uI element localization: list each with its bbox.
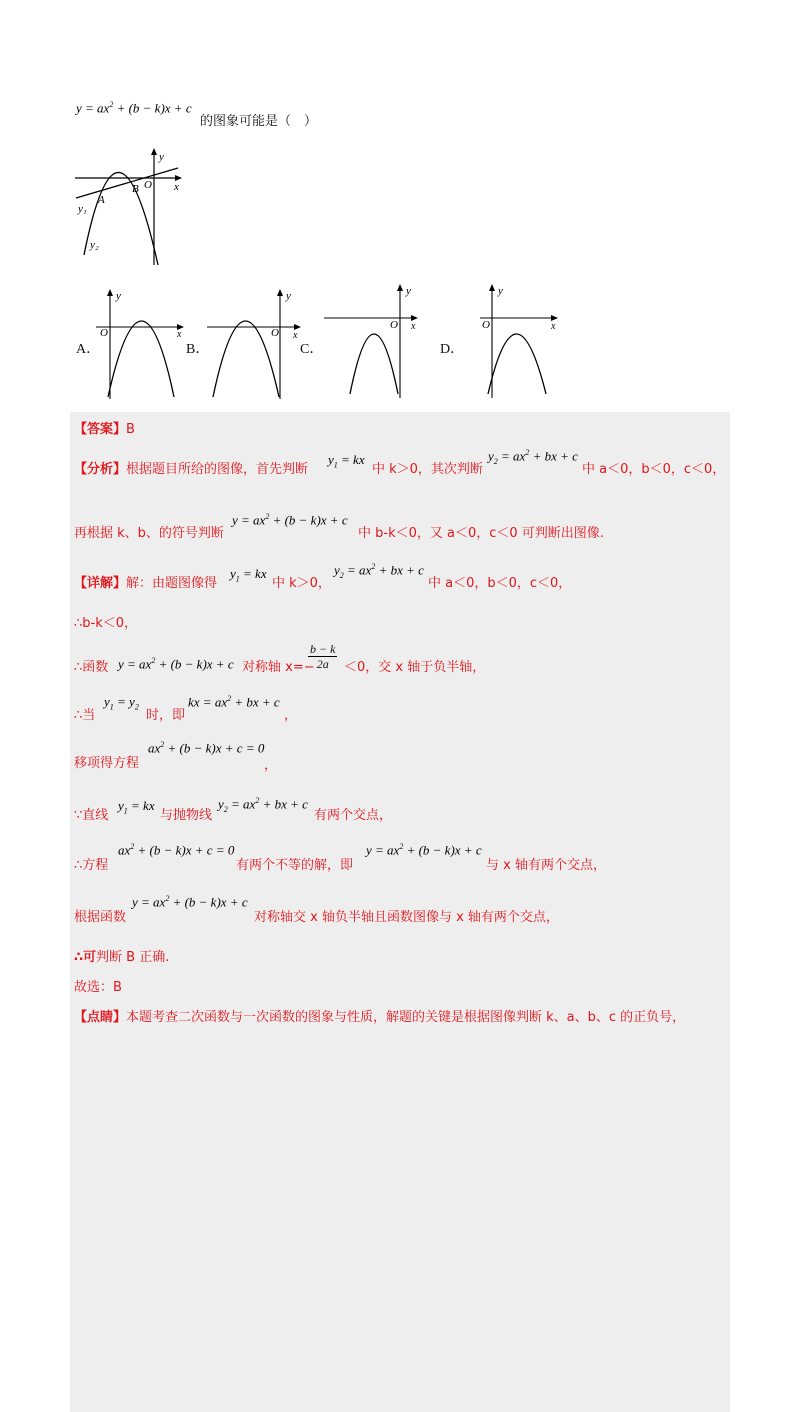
detail-fraction bbox=[308, 642, 337, 671]
fraction-denominator: 2a bbox=[316, 657, 329, 671]
detail-line-10: 故选：B bbox=[74, 980, 122, 995]
fraction-numerator: b − k bbox=[310, 642, 336, 656]
detail-text-6c: 有两个交点， bbox=[314, 808, 393, 823]
svg-text:O: O bbox=[482, 319, 490, 331]
svg-text:x: x bbox=[551, 321, 556, 332]
answer-tag: 【答案】 bbox=[74, 422, 127, 437]
analysis-formula-3: $y = ax^2 + (b - k)x + c$ bbox=[232, 512, 348, 528]
line-y1 bbox=[76, 168, 178, 198]
x-axis-label: x bbox=[174, 181, 179, 193]
detail-text-9b: 判断 B 正确. bbox=[96, 950, 170, 965]
answer-value: B bbox=[126, 422, 135, 437]
analysis-text-3: 中 a＜0，b＜0，c＜0， bbox=[582, 462, 726, 477]
option-a-graph[interactable] bbox=[94, 285, 190, 401]
detail-formula-5: $ax^2 + (b - k)x + c = 0$ bbox=[148, 740, 265, 756]
svg-text:O: O bbox=[100, 327, 108, 339]
detail-line-2: ∴b-k＜0， bbox=[74, 616, 138, 631]
detail-formula-3: $y = ax^2 + (b - k)x + c$ bbox=[118, 656, 234, 672]
analysis-formula-2: $y_2 = ax^2$ + bx + c bbox=[488, 448, 578, 466]
detail-text-1c: 中 a＜0，b＜0，c＜0， bbox=[428, 576, 572, 591]
option-d-graph[interactable] bbox=[478, 280, 562, 400]
detail-text-7b: 有两个不等的解，即 bbox=[236, 858, 354, 873]
comment-tag: 【点睛】 bbox=[74, 1010, 127, 1025]
detail-text-4a: ∴当 bbox=[74, 708, 96, 723]
analysis-text-1: 根据题目所给的图像，首先判断 bbox=[126, 462, 309, 477]
svg-text:y: y bbox=[286, 290, 291, 302]
detail-text-6a: ∵直线 bbox=[74, 808, 109, 823]
answer-line bbox=[74, 418, 135, 437]
analysis-formula-1: $y_1$ = kx bbox=[328, 452, 365, 470]
detail-formula-6b: $y_2 = ax^2$ + bx + c bbox=[218, 796, 308, 814]
analysis-text-5: 中 b-k＜0，又 a＜0，c＜0 可判断出图像. bbox=[358, 526, 604, 541]
option-b-label[interactable]: B． bbox=[186, 342, 210, 357]
svg-text:y: y bbox=[116, 290, 121, 302]
option-c-label[interactable]: C． bbox=[300, 342, 324, 357]
option-b-graph[interactable] bbox=[205, 285, 305, 401]
detail-line-9 bbox=[74, 946, 169, 965]
option-c-graph[interactable] bbox=[322, 280, 428, 400]
detail-text-7c: 与 x 轴有两个交点， bbox=[486, 858, 606, 873]
option-a-label[interactable]: A． bbox=[76, 342, 101, 357]
detail-formula-7b: $y = ax^2 + (b - k)x + c$ bbox=[366, 842, 482, 858]
detail-text-5a: 移项得方程 bbox=[74, 756, 140, 771]
y2-label: y₂ bbox=[90, 239, 99, 251]
detail-line-1 bbox=[74, 572, 217, 591]
detail-text-8b: 对称轴交 x 轴负半轴且函数图像与 x 轴有两个交点， bbox=[254, 910, 559, 925]
question-formula: $y = ax^2 + (b - k)x + c$ bbox=[76, 100, 192, 116]
detail-text-3a: ∴函数 bbox=[74, 660, 109, 675]
comment-line bbox=[74, 1006, 685, 1025]
analysis-text-4: 再根据 k、b、的符号判断 bbox=[74, 526, 224, 541]
y-axis-label: y bbox=[159, 151, 164, 163]
option-d-label[interactable]: D． bbox=[440, 342, 465, 357]
analysis-tag: 【分析】 bbox=[74, 462, 127, 477]
analysis-line-1 bbox=[74, 458, 308, 477]
detail-formula-8: $y = ax^2 + (b - k)x + c$ bbox=[132, 894, 248, 910]
detail-text-1a: 解：由题图像得 bbox=[126, 576, 218, 591]
detail-text-7a: ∴方程 bbox=[74, 858, 109, 873]
detail-formula-1: $y_1$ = kx bbox=[230, 566, 267, 584]
detail-text-3c: ＜0，交 x 轴于负半轴， bbox=[344, 660, 486, 675]
origin-label: O bbox=[144, 179, 152, 191]
detail-text-4b: 时，即 bbox=[146, 708, 186, 723]
svg-text:y: y bbox=[498, 285, 503, 297]
detail-text-5b: ， bbox=[264, 758, 278, 773]
comment-text: 本题考查二次函数与一次函数的图象与性质，解题的关键是根据图像判断 k、a、b、c 的正负号， bbox=[126, 1010, 686, 1025]
analysis-text-2: 中 k＞0，其次判断 bbox=[372, 462, 483, 477]
detail-formula-7a: $ax^2 + (b - k)x + c = 0$ bbox=[118, 842, 235, 858]
svg-text:O: O bbox=[390, 319, 398, 331]
detail-text-4c: ， bbox=[284, 708, 298, 723]
svg-text:x: x bbox=[177, 329, 182, 340]
svg-text:x: x bbox=[411, 321, 416, 332]
detail-text-1b: 中 k＞0， bbox=[272, 576, 331, 591]
question-figure bbox=[70, 140, 200, 270]
detail-formula-4b: kx = $ax^2$ + bx + c bbox=[188, 694, 280, 710]
detail-formula-2: $y_2 = ax^2$ + bx + c bbox=[334, 562, 424, 580]
y-axis-arrow bbox=[151, 148, 157, 155]
point-b-label: B bbox=[132, 183, 139, 195]
svg-text:x: x bbox=[293, 330, 298, 341]
question-text: 的图象可能是（ ） bbox=[200, 114, 318, 129]
detail-tag: 【详解】 bbox=[74, 576, 127, 591]
detail-text-9a: ∴可 bbox=[74, 950, 97, 965]
svg-text:O: O bbox=[271, 327, 279, 339]
detail-text-8a: 根据函数 bbox=[74, 910, 127, 925]
y1-label: y₁ bbox=[78, 203, 87, 215]
detail-text-3b: 对称轴 x=− bbox=[242, 660, 315, 675]
point-a-label: A bbox=[98, 194, 105, 206]
svg-text:y: y bbox=[406, 285, 411, 297]
detail-text-6b: 与抛物线 bbox=[160, 808, 213, 823]
detail-formula-4a: $y_1 = y_2$ bbox=[104, 694, 139, 712]
detail-formula-6a: $y_1$ = kx bbox=[118, 798, 155, 816]
